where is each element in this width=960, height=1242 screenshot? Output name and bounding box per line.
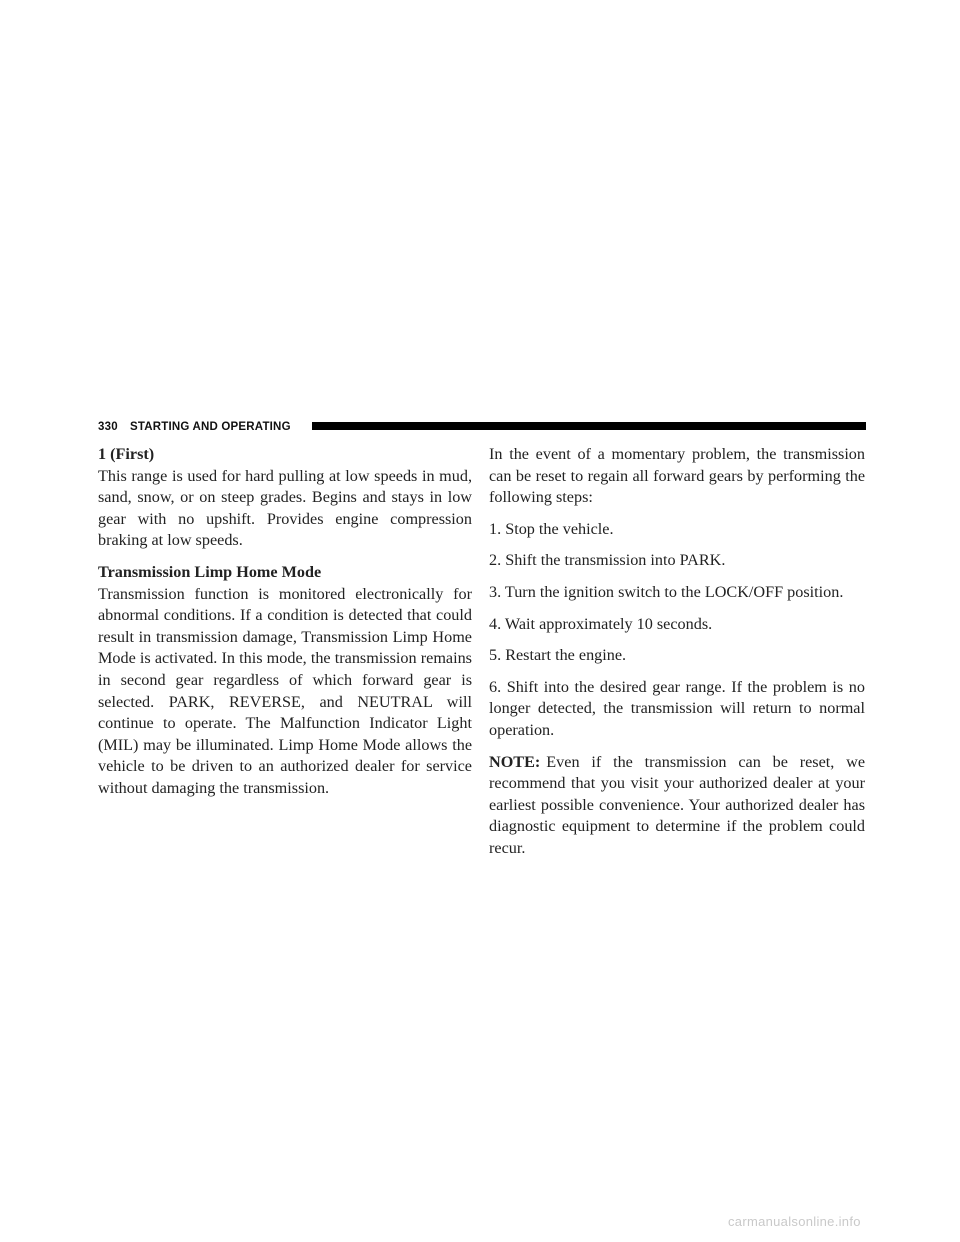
- reset-intro-paragraph: In the event of a momentary problem, the transmission can be reset to regain all forward gears by performing the following steps:: [489, 445, 865, 507]
- right-column: [489, 444, 865, 860]
- first-gear-paragraph: This range is used for hard pulling at low speeds in mud, sand, snow, or on steep grades. Begins and stays in low gear with no upshift. Provides engine compression braking at low speeds.: [98, 466, 472, 550]
- first-gear-heading: 1 (First): [98, 445, 155, 463]
- step-1: 1. Stop the vehicle.: [489, 519, 614, 538]
- limp-home-paragraph: Transmission function is monitored electronically for abnormal conditions. If a condition is detected that could result in transmission damage, Transmission Limp Home Mode is activated. In this mode, the transmission remains in second gear regardless of which forward gear is selected. PARK, REVERSE, and NEUTRAL will continue to operate. The Malfunction Indicator Light (MIL) may be illuminated. Limp Home Mode allows the vehicle to be driven to an authorized dealer for service without damaging the transmission.: [98, 584, 472, 797]
- limp-home-heading: Transmission Limp Home Mode: [98, 562, 322, 581]
- step-6: 6. Shift into the desired gear range. If the problem is no longer detected, the transmission will return to normal operation.: [489, 677, 865, 739]
- step-3: 3. Turn the ignition switch to the LOCK/OFF position.: [489, 582, 844, 601]
- note-text: Even if the transmission can be reset, we recommend that you visit your authorized dealer at your earliest possible convenience. Your authorized dealer has diagnostic equipment to determine if the problem could recur.: [489, 752, 865, 857]
- section-title: STARTING AND OPERATING: [130, 421, 291, 433]
- page-header: [98, 420, 866, 434]
- step-2: 2. Shift the transmission into PARK.: [489, 551, 726, 570]
- step-5: 5. Restart the engine.: [489, 646, 627, 665]
- page-number: 330: [98, 421, 118, 433]
- left-column: [98, 444, 472, 800]
- step-4: 4. Wait approximately 10 seconds.: [489, 614, 713, 633]
- note-paragraph: [489, 752, 865, 860]
- note-label: NOTE:: [489, 752, 541, 771]
- watermark-logo: carmanualsonline.info: [728, 1214, 861, 1229]
- header-rule: [312, 422, 866, 430]
